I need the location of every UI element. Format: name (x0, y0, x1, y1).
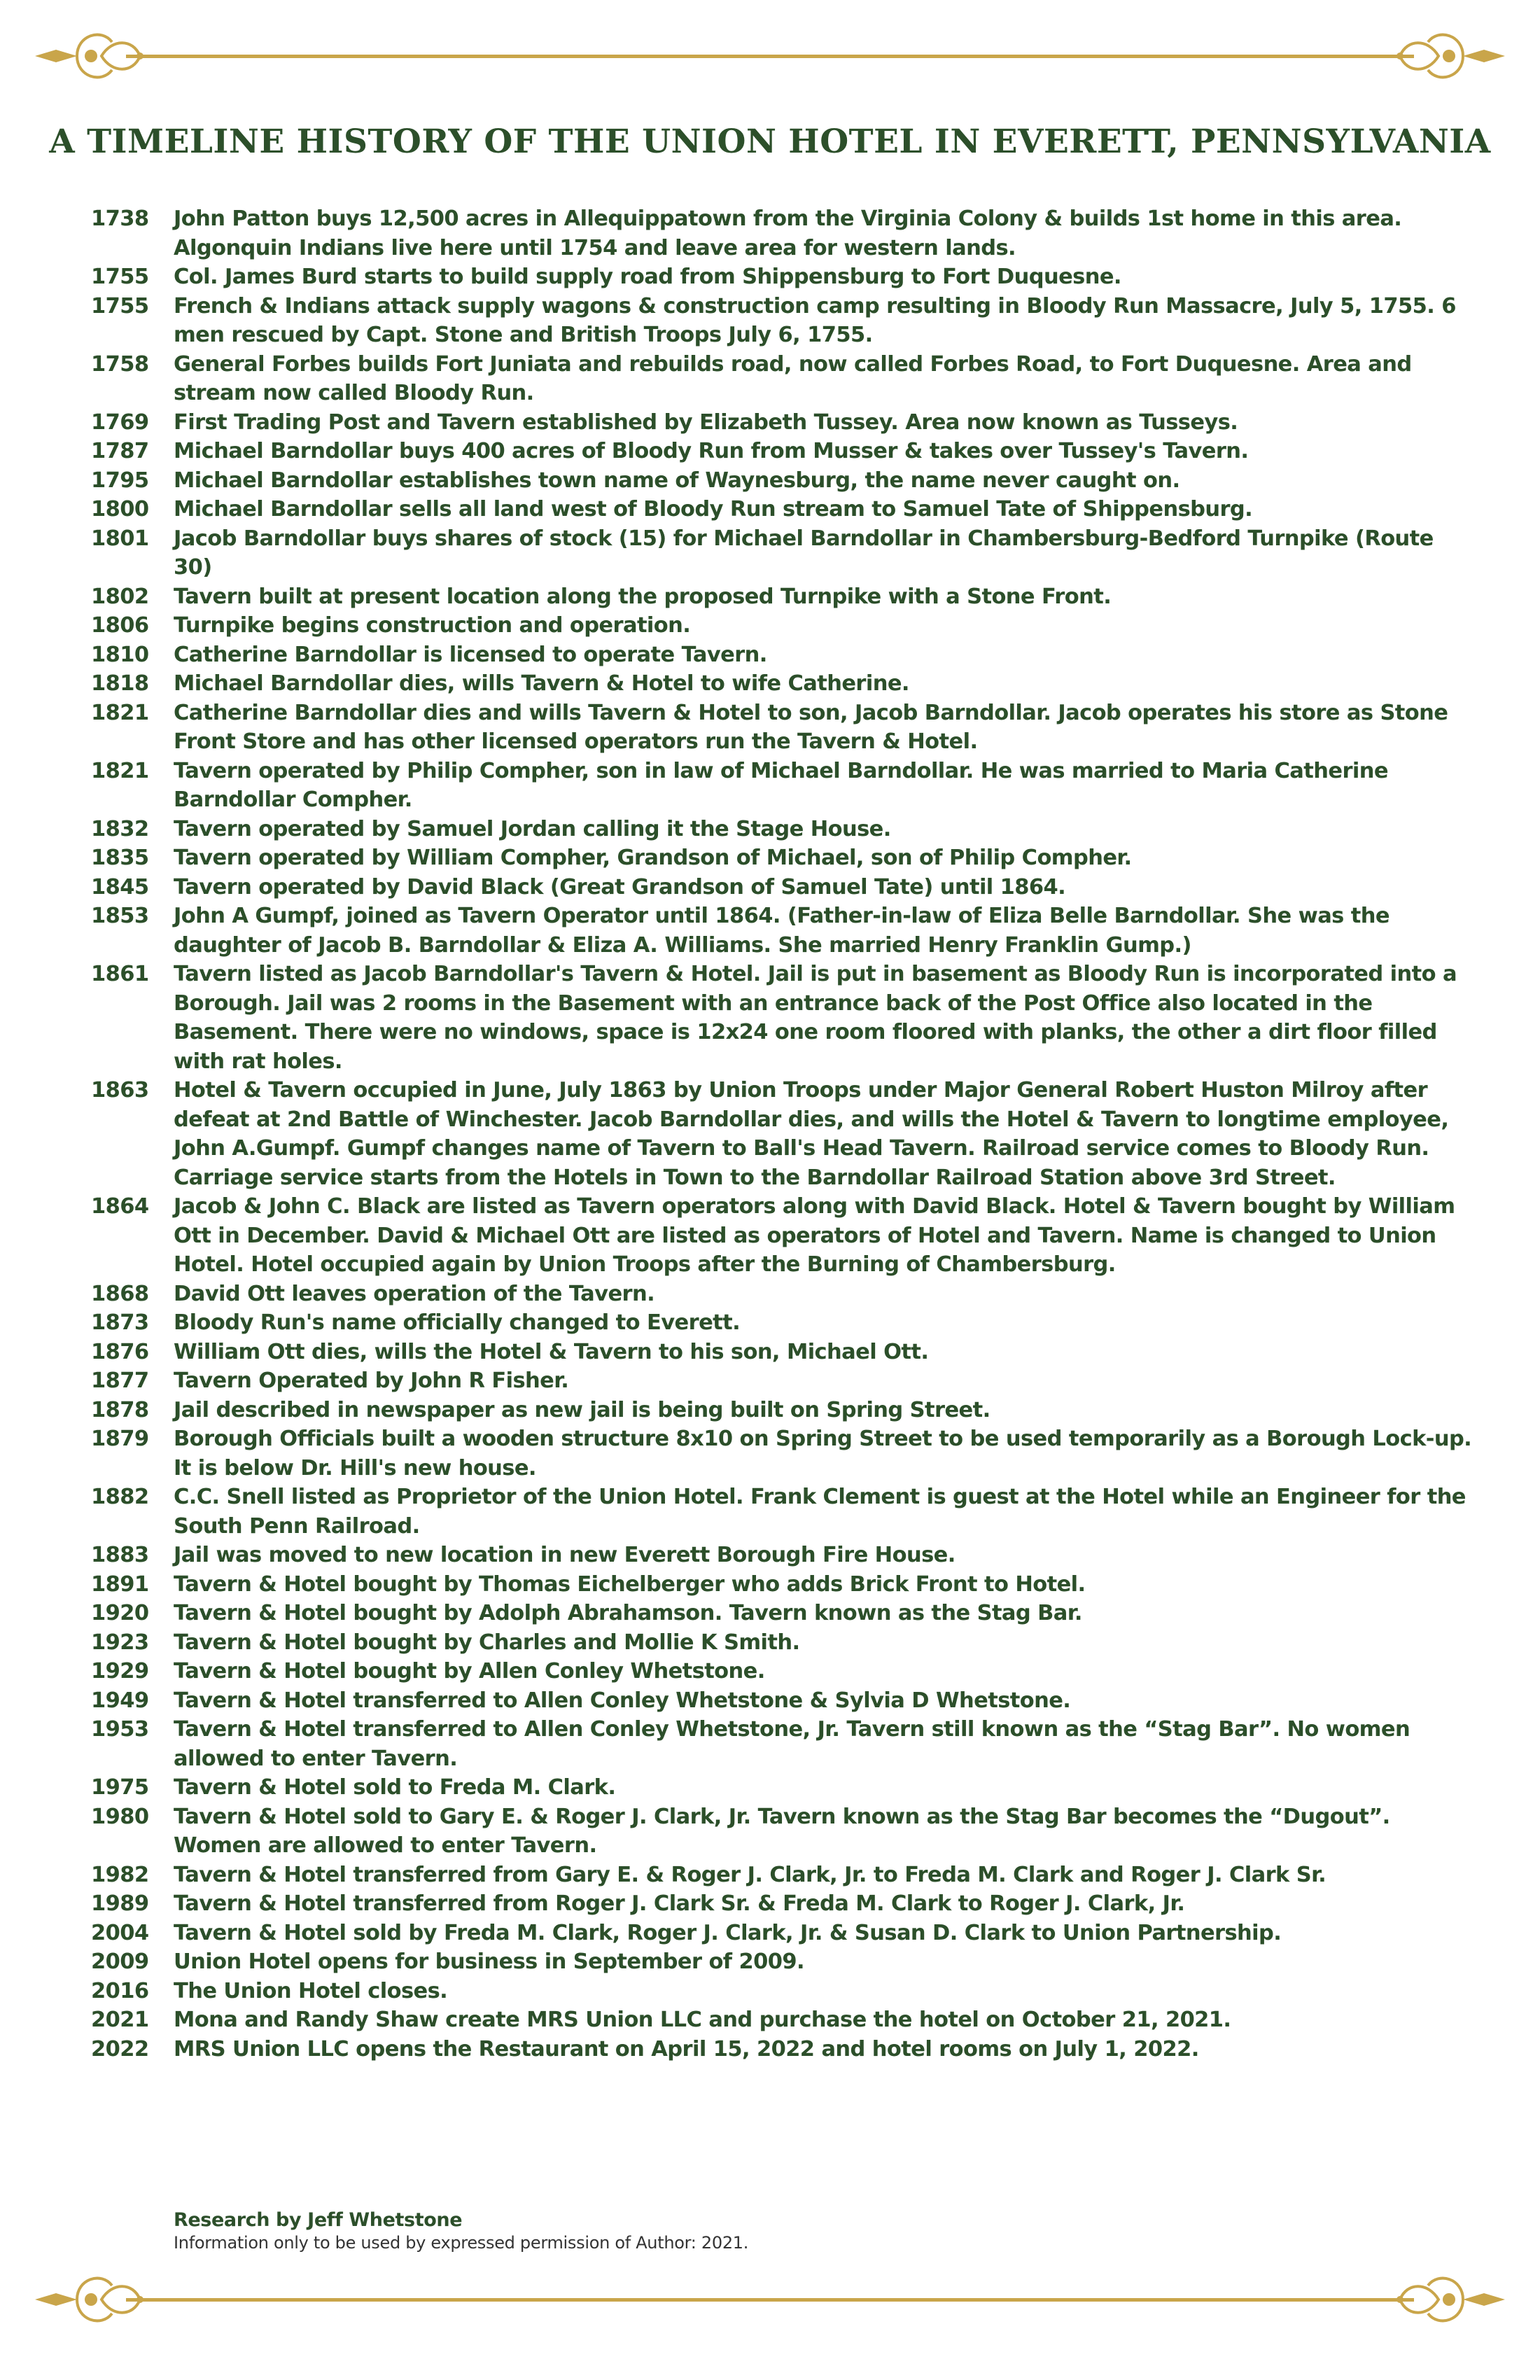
timeline-entry (91, 1308, 1477, 1338)
entry-year: 1878 (91, 1397, 149, 1422)
entry-year: 2016 (91, 1978, 149, 2003)
entry-year: 1755 (91, 265, 149, 289)
timeline-entry (91, 611, 1477, 640)
entry-text: General Forbes builds Fort Juniata and rebuilds road, now called Forbes Road, to Fort Duquesne. Area and stream now called Bloody Run. (174, 351, 1412, 405)
timeline-entry (91, 466, 1477, 496)
entry-text: C.C. Snell listed as Proprietor of the Union Hotel. Frank Clement is guest at the Hotel while an Engineer for the South Penn Railroad. (174, 1485, 1466, 1539)
entry-year: 1738 (91, 206, 149, 231)
entry-text: Union Hotel opens for business in September of 2009. (174, 1949, 804, 1974)
timeline-entry (91, 1861, 1477, 1890)
timeline-entry (91, 1280, 1477, 1309)
entry-text: The Union Hotel closes. (174, 1978, 448, 2003)
credit-note: Information only to be used by expressed permission of Author: 2021. (174, 2233, 749, 2253)
timeline-entry (91, 2005, 1477, 2035)
entry-text: Tavern & Hotel transferred to Allen Conley Whetstone & Sylvia D Whetstone. (174, 1688, 1071, 1713)
entry-text: First Trading Post and Tavern established by Elizabeth Tussey. Area now known as Tusseys. (174, 410, 1238, 435)
timeline-entry (91, 262, 1477, 292)
entry-year: 1980 (91, 1804, 149, 1829)
entry-year: 1800 (91, 497, 149, 522)
entry-year: 1975 (91, 1775, 149, 1800)
entry-year: 1861 (91, 962, 149, 986)
timeline-entry (91, 960, 1477, 1076)
timeline-entry (91, 1686, 1477, 1716)
entry-text: French & Indians attack supply wagons & construction camp resulting in Bloody Run Massacre, July 5, 1755. 6 men rescued by Capt. Stone and British Troops July 6, 1755. (174, 293, 1456, 347)
entry-text: Tavern & Hotel sold by Freda M. Clark, Roger J. Clark, Jr. & Susan D. Clark to Union Partnership. (174, 1920, 1282, 1945)
timeline-entry (91, 1541, 1477, 1570)
entry-text: Tavern operated by David Black (Great Grandson of Samuel Tate) until 1864. (174, 874, 1066, 899)
entry-year: 1818 (91, 671, 149, 696)
entry-year: 1769 (91, 410, 149, 435)
timeline-entry (91, 1366, 1477, 1396)
entry-text: Jail was moved to new location in new Everett Borough Fire House. (174, 1543, 955, 1567)
timeline-entry (91, 1424, 1477, 1483)
entry-year: 1801 (91, 526, 149, 551)
entry-text: Tavern & Hotel transferred to Allen Conley Whetstone, Jr. Tavern still known as the “Stag Bar”. No women allowed to enter Tavern. (174, 1717, 1410, 1771)
entry-text: Tavern listed as Jacob Barndollar's Tavern & Hotel. Jail is put in basement as Bloody Run is incorporated into a Borough. Jail was 2 rooms in the Basement with an entrance back of the Post Office also located in the Basement. There were no windows, space is 12x24 one room floored with planks, the other a dirt floor filled with rat holes. (174, 962, 1457, 1074)
timeline-entry (91, 1657, 1477, 1686)
timeline-entry (91, 757, 1477, 815)
entry-text: Tavern & Hotel transferred from Gary E. & Roger J. Clark, Jr. to Freda M. Clark and Roger J. Clark Sr. (174, 1862, 1326, 1887)
entry-year: 1920 (91, 1601, 149, 1625)
entry-text: Michael Barndollar dies, wills Tavern & Hotel to wife Catherine. (174, 671, 909, 696)
entry-text: Catherine Barndollar dies and wills Tavern & Hotel to son, Jacob Barndollar. Jacob operates his store as Stone Front Store and has other licensed operators run the Tavern & Hotel. (174, 700, 1448, 754)
timeline-entry (91, 1977, 1477, 2006)
entry-text: Tavern Operated by John R Fisher. (174, 1368, 569, 1393)
entry-year: 2022 (91, 2036, 149, 2062)
entry-year: 2009 (91, 1949, 149, 1974)
entry-text: Tavern & Hotel bought by Charles and Mollie K Smith. (174, 1630, 800, 1655)
timeline-entry (91, 437, 1477, 466)
entry-year: 1953 (91, 1717, 149, 1742)
entry-year: 1864 (91, 1194, 149, 1219)
entry-year: 1877 (91, 1368, 149, 1393)
timeline-entry (91, 1570, 1477, 1600)
entry-text: Michael Barndollar establishes town name of Waynesburg, the name never caught on. (174, 468, 1180, 493)
entry-text: Tavern & Hotel bought by Adolph Abrahamson. Tavern known as the Stag Bar. (174, 1601, 1082, 1625)
entry-year: 1810 (91, 642, 149, 667)
timeline-entry (91, 873, 1477, 902)
entry-text: Tavern & Hotel bought by Allen Conley Whetstone. (174, 1659, 765, 1684)
entry-text: Col. James Burd starts to build supply road from Shippensburg to Fort Duquesne. (174, 265, 1121, 289)
entry-text: John Patton buys 12,500 acres in Allequippatown from the Virginia Colony & builds 1st home in this area. Algonquin Indians live here until 1754 and leave area for western lands. (174, 206, 1402, 260)
entry-text: Tavern operated by William Compher, Grandson of Michael, son of Philip Compher. (174, 846, 1132, 870)
entry-year: 1806 (91, 613, 149, 638)
entry-year: 1882 (91, 1485, 149, 1509)
timeline-entry (91, 1483, 1477, 1541)
timeline-entry (91, 1338, 1477, 1367)
entry-year: 1755 (91, 293, 149, 318)
timeline-entry (91, 1599, 1477, 1628)
entry-text: Bloody Run's name officially changed to Everett. (174, 1310, 741, 1335)
entry-text: Hotel & Tavern occupied in June, July 1863 by Union Troops under Major General Robert Huston Milroy after defeat at 2nd Battle of Winchester. Jacob Barndollar dies, and wills the Hotel & Tavern to longtime employee, John A.Gumpf. Gumpf changes name of Tavern to Ball's Head Tavern. Railroad service comes to Bloody Run. Carriage service starts from the Hotels in Town to the Barndollar Railroad Station above 3rd Street. (174, 1078, 1449, 1190)
entry-text: Michael Barndollar sells all land west of Bloody Run stream to Samuel Tate of Shippensburg. (174, 497, 1253, 522)
entry-text: Tavern built at present location along the proposed Turnpike with a Stone Front. (174, 584, 1112, 609)
entry-text: Jacob Barndollar buys shares of stock (15) for Michael Barndollar in Chambersburg-Bedford Turnpike (Route 30) (174, 526, 1434, 580)
entry-year: 2004 (91, 1920, 149, 1945)
entry-year: 1845 (91, 874, 149, 899)
timeline-entry (91, 1192, 1477, 1280)
entry-year: 1923 (91, 1630, 149, 1655)
entry-year: 1873 (91, 1310, 149, 1335)
entry-year: 1835 (91, 846, 149, 870)
timeline-entry (91, 1715, 1477, 1773)
timeline-entry (91, 582, 1477, 612)
entry-text: Tavern operated by Philip Compher, son in law of Michael Barndollar. He was married to Maria Catherine Barndollar Compher. (174, 758, 1388, 812)
entry-text: Turnpike begins construction and operation. (174, 613, 691, 638)
timeline-entry (91, 2035, 1477, 2064)
entry-text: Tavern operated by Samuel Jordan calling it the Stage House. (174, 816, 891, 841)
timeline-entry (91, 1802, 1477, 1861)
entry-year: 2021 (91, 2008, 149, 2032)
entry-year: 1821 (91, 758, 149, 783)
entry-year: 1989 (91, 1891, 149, 1916)
entry-year: 1832 (91, 816, 149, 841)
timeline-entry (91, 699, 1477, 757)
entry-text: Jail described in newspaper as new jail is being built on Spring Street. (174, 1397, 990, 1422)
entry-year: 1929 (91, 1659, 149, 1684)
timeline-entry (91, 1919, 1477, 1948)
entry-text: Tavern & Hotel bought by Thomas Eichelberger who adds Brick Front to Hotel. (174, 1572, 1086, 1597)
entry-year: 1949 (91, 1688, 149, 1713)
entry-year: 1758 (91, 351, 149, 377)
timeline-entry (91, 1889, 1477, 1919)
timeline-entry (91, 1773, 1477, 1802)
entry-text: Michael Barndollar buys 400 acres of Bloody Run from Musser & takes over Tussey's Tavern. (174, 439, 1249, 463)
timeline-entry (91, 204, 1477, 262)
timeline-entry (91, 350, 1477, 408)
bottom-ornament-divider (35, 2268, 1505, 2331)
entry-text: Tavern & Hotel sold to Freda M. Clark. (174, 1775, 616, 1800)
entry-year: 1982 (91, 1862, 149, 1887)
timeline-entry (91, 292, 1477, 350)
timeline-entry (91, 495, 1477, 524)
entry-text: Catherine Barndollar is licensed to operate Tavern. (174, 642, 767, 667)
credit-block (174, 2208, 748, 2253)
timeline-entry (91, 815, 1477, 844)
timeline-entry (91, 524, 1477, 582)
timeline-entry (91, 1076, 1477, 1192)
entry-year: 1876 (91, 1339, 149, 1364)
entry-year: 1863 (91, 1078, 149, 1102)
entry-year: 1891 (91, 1572, 149, 1597)
timeline-entry (91, 1628, 1477, 1658)
entry-text: Borough Officials built a wooden structure 8x10 on Spring Street to be used temporarily as a Borough Lock-up. It is below Dr. Hill's new house. (174, 1427, 1472, 1480)
entry-year: 1853 (91, 904, 149, 928)
entry-text: Tavern & Hotel transferred from Roger J. Clark Sr. & Freda M. Clark to Roger J. Clark, Jr. (174, 1891, 1185, 1916)
entry-year: 1787 (91, 439, 149, 463)
entry-year: 1802 (91, 584, 149, 609)
entry-text: MRS Union LLC opens the Restaurant on April 15, 2022 and hotel rooms on July 1, 2022. (174, 2036, 1199, 2062)
entry-text: Jacob & John C. Black are listed as Tavern operators along with David Black. Hotel & Tavern bought by William Ott in December. David & Michael Ott are listed as operators of Hotel and Tavern. Name is changed to Union Hotel. Hotel occupied again by Union Troops after the Burning of Chambersburg. (174, 1194, 1455, 1277)
entry-year: 1883 (91, 1543, 149, 1567)
entry-year: 1879 (91, 1427, 149, 1451)
entry-text: William Ott dies, wills the Hotel & Tavern to his son, Michael Ott. (174, 1339, 929, 1364)
entry-year: 1821 (91, 700, 149, 725)
entry-text: Tavern & Hotel sold to Gary E. & Roger J. Clark, Jr. Tavern known as the Stag Bar becomes the “Dugout”. Women are allowed to enter Tavern. (174, 1804, 1390, 1858)
timeline-entry (91, 1947, 1477, 1977)
timeline-entry (91, 640, 1477, 670)
timeline-entry (91, 1396, 1477, 1425)
entry-text: John A Gumpf, joined as Tavern Operator until 1864. (Father-in-law of Eliza Belle Barndollar. She was the daughter of Jacob B. Barndollar & Eliza A. Williams. She married Henry Franklin Gump.) (174, 904, 1390, 958)
timeline-entry (91, 408, 1477, 438)
credit-author: Research by Jeff Whetstone (174, 2209, 463, 2231)
top-ornament-divider (35, 24, 1505, 88)
timeline-list (91, 204, 1477, 2064)
page-title: A TIMELINE HISTORY OF THE UNION HOTEL IN EVERETT, PENNSYLVANIA (49, 122, 1491, 161)
entry-year: 1795 (91, 468, 149, 493)
timeline-entry (91, 844, 1477, 873)
entry-year: 1868 (91, 1281, 149, 1306)
timeline-entry (91, 669, 1477, 699)
entry-text: David Ott leaves operation of the Tavern. (174, 1281, 655, 1306)
timeline-entry (91, 902, 1477, 960)
entry-text: Mona and Randy Shaw create MRS Union LLC and purchase the hotel on October 21, 2021. (174, 2008, 1231, 2032)
